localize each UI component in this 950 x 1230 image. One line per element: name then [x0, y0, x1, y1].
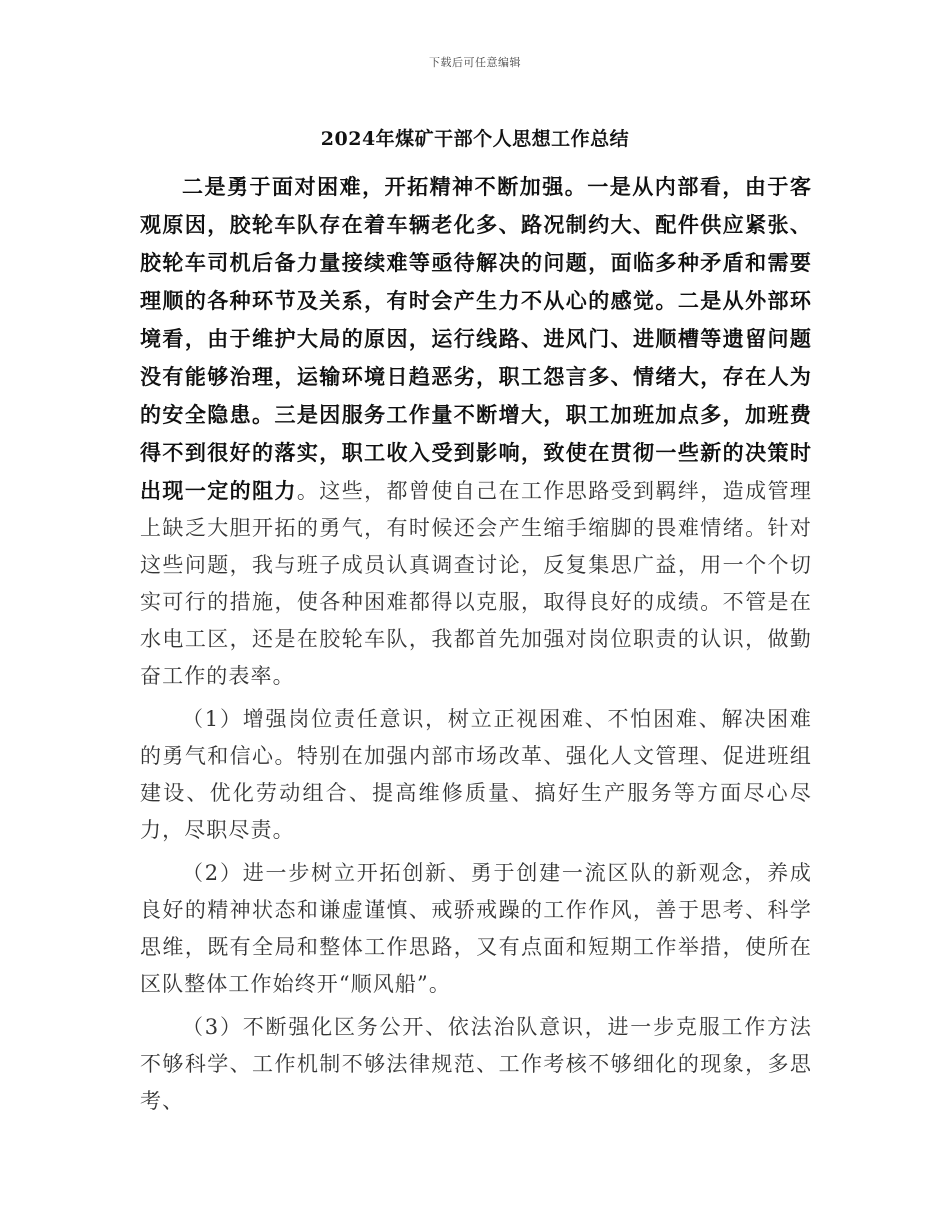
list-item-3: （3）不断强化区务公开、依法治队意识，进一步克服工作方法不够科学、工作机制不够法律规范、工作考核不够细化的现象，多思考、 — [140, 1015, 812, 1113]
document-body — [140, 168, 812, 1126]
list-item-1: （1）增强岗位责任意识，树立正视困难、不怕困难、解决困难的勇气和信心。特别在加强内部市场改革、强化人文管理、促进班组建设、优化劳动组合、提高维修质量、搞好生产服务等方面尽心尽力，尽职尽责。 — [140, 707, 812, 842]
paragraph-bold-text: 二是勇于面对困难，开拓精神不断加强。一是从内部看，由于客观原因，胶轮车队存在着车辆老化多、路况制约大、配件供应紧张、胶轮车司机后备力量接续难等亟待解决的问题，面临多种矛盾和需要理顺的各种环节及关系，有时会产生力不从心的感觉。二是从外部环境看，由于维护大局的原因，运行线路、进风门、进顺槽等遗留问题没有能够治理，运输环境日趋恶劣，职工怨言多、情绪大，存在人为的安全隐患。三是因服务工作量不断增大，职工加班加点多，加班费得不到很好的落实，职工收入受到影响，致使在贯彻一些新的决策时出现一定的阻力 — [140, 174, 812, 503]
paragraph-normal-text: 。这些，都曾使自己在工作思路受到羁绊，造成管理上缺乏大胆开拓的勇气，有时候还会产生缩手缩脚的畏难情绪。针对这些问题，我与班子成员认真调查讨论，反复集思广益，用一个个切实可行的措施，使各种困难都得以克服，取得良好的成绩。不管是在水电工区，还是在胶轮车队，我都首先加强对岗位职责的认识，做勤奋工作的表率。 — [140, 479, 812, 688]
document-title: 2024年煤矿干部个人思想工作总结 — [320, 128, 630, 150]
page-header-note: 下载后可任意编辑 — [429, 56, 521, 69]
list-item-2: （2）进一步树立开拓创新、勇于创建一流区队的新观念，养成良好的精神状态和谦虚谨慎、戒骄戒躁的工作作风，善于思考、科学思维，既有全局和整体工作思路，又有点面和短期工作举措，使所在区队整体工作始终开“顺风船”。 — [140, 861, 812, 996]
paragraph-difficulties — [140, 168, 812, 695]
